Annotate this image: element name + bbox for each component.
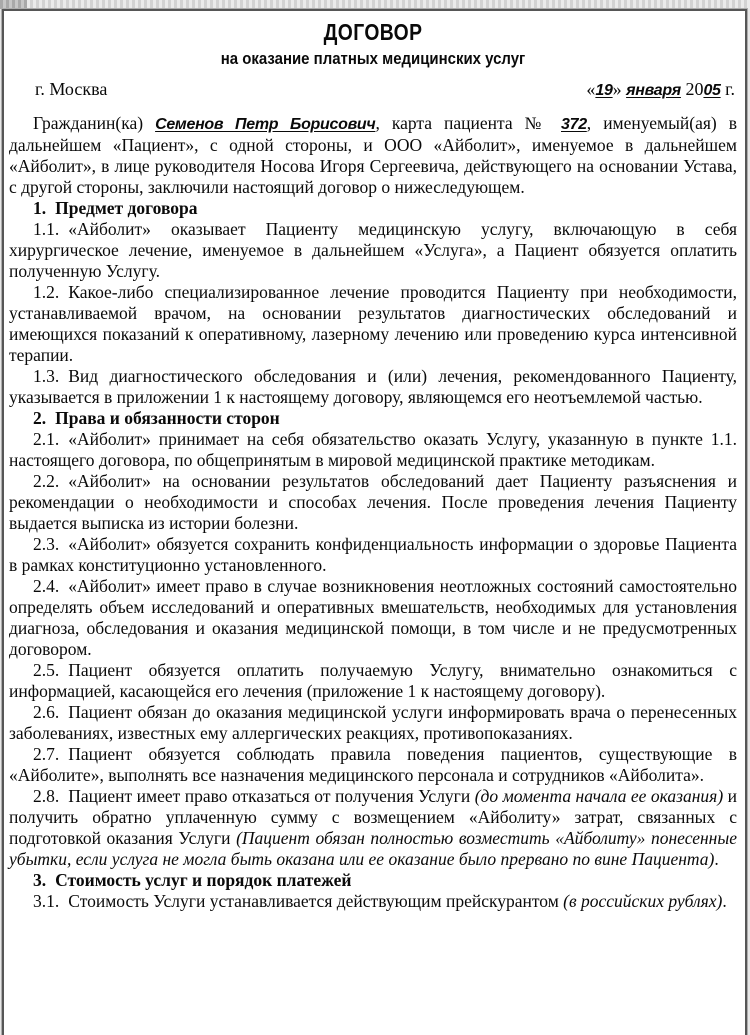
clause-2-1 [9,429,737,471]
contract-body [9,198,737,912]
clause-italic-note: (Пациент обязан полностью возместить «Айболиту» понесенные убытки, если услуга не могла быть оказана или ее оказание было прервано по вине Пациента) [9,828,737,869]
clause-2-6 [9,702,737,744]
clause-text: «Айболит» имеет право в случае возникновения неотложных состояний самостоятельно определять объем исследований и оперативных вмешательств, необходимых для установления диагноза, обследования и оказания медицинской помощи, в том числе и не предусмотренных договором. [9,576,737,659]
scan-artifact [0,0,27,9]
clause-number: 1.1. [33,219,60,239]
clause-2-4 [9,576,737,660]
clause-number: 2.5. [33,660,60,680]
clause-text: Пациент обязуется соблюдать правила поведения пациентов, существующие в «Айболите», выполнять все назначения медицинского персонала и сотрудников «Айболита». [9,744,737,785]
date-month-field: января [626,82,681,99]
clause-2-3 [9,534,737,576]
section-title: Стоимость услуг и порядок платежей [55,870,352,890]
place-city: г. Москва [35,79,108,99]
clause-text: Пациент обязан до оказания медицинской услуги информировать врача о перенесенных заболеваниях, известных ему аллергических реакциях, противопоказаниях. [9,702,737,743]
scan-edge-strip [0,0,750,9]
clause-text: «Айболит» обязуется сохранить конфиденциальность информации о здоровье Пациента в рамках конституционно установленного. [9,534,737,575]
clause-text: Какое-либо специализированное лечение проводится Пациенту при необходимости, устанавливаемой врачом, на основании результатов диагностических обследований и имеющихся показаний к оперативному, лазерному лечению или проведению курса интенсивной терапии. [9,282,737,365]
place-date-row [9,79,737,100]
clause-text: . [722,891,727,911]
clause-text: Пациент имеет право отказаться от получения Услуги [68,786,475,806]
clause-text: «Айболит» на основании результатов обследований дает Пациенту разъяснения и рекомендации о необходимости и способах лечения. После проведения лечения Пациенту выдается выписка из истории болезни. [9,471,737,533]
clause-text: и получить обратно уплаченную сумму с возмещением «Айболиту» затрат, связанных с подготовкой оказания Услуги [9,786,737,848]
clause-3-1 [9,891,737,912]
contract-subtitle: на оказание платных медицинских услуг [220,49,526,68]
clause-number: 2.2. [33,471,60,491]
clause-number: 1.3. [33,366,60,386]
contract-page [2,9,747,1035]
date-open-quote: « [586,79,596,99]
intro-rest: , именуемый(ая) в дальнейшем «Пациент», с одной стороны, и ООО «Айболит», именуемое в дальнейшем «Айболит», в лице руководителя Носова Игоря Сергеевича, действующего на основании Устава, с другой стороны, заключили настоящий договор о нижеследующем. [9,113,737,197]
clause-1-2 [9,282,737,366]
date-year-field: 05 [703,82,721,99]
clause-number: 2.7. [33,744,60,764]
clause-italic-note: (в российских рублях) [563,891,723,911]
intro-prefix: Гражданин(ка) [33,113,156,133]
patient-name-field: Семенов Петр Борисович [155,116,376,133]
section-title: Права и обязанности сторон [55,408,280,428]
section-heading-1 [9,198,737,219]
clause-2-8 [9,786,737,870]
section-heading-2 [9,408,737,429]
date-era-suffix: г. [725,79,735,99]
date-close-quote: » [612,79,622,99]
clause-text: . [714,849,719,869]
clause-text: Стоимость Услуги устанавливается действующим прейскурантом [68,891,564,911]
clause-number: 2.6. [33,702,60,722]
intro-mid: , карта пациента № [375,113,561,133]
clause-text: Вид диагностического обследования и (или) лечения, рекомендованного Пациенту, указывается в приложении 1 к настоящему договору, являющемся его неотъемлемой частью. [9,366,737,407]
clause-italic-note: (до момента начала ее оказания) [474,786,724,806]
card-number-field: 372 [561,116,587,133]
clause-number: 2.1. [33,429,60,449]
clause-2-5 [9,660,737,702]
clause-number: 2.4. [33,576,60,596]
contract-title: ДОГОВОР [323,19,423,45]
section-number: 1. [33,198,47,218]
clause-number: 2.8. [33,786,60,806]
clause-number: 2.3. [33,534,60,554]
clause-text: «Айболит» принимает на себя обязательство оказать Услугу, указанную в пункте 1.1. настоящего договора, по общепринятым в мировой медицинской практике методикам. [9,429,737,470]
section-number: 2. [33,408,47,428]
clause-number: 1.2. [33,282,60,302]
contract-date [586,79,735,100]
clause-1-3 [9,366,737,408]
clause-number: 3.1. [33,891,60,911]
clause-text: «Айболит» оказывает Пациенту медицинскую услугу, включающую в себя хирургическое лечение, именуемое в дальнейшем «Услуга», а Пациент обязуется оплатить полученную Услугу. [9,219,737,281]
section-number: 3. [33,870,47,890]
section-title: Предмет договора [55,198,198,218]
clause-2-2 [9,471,737,534]
date-year-prefix: 20 [685,79,704,99]
date-day-field: 19 [595,82,613,99]
intro-paragraph [9,113,737,198]
section-heading-3 [9,870,737,891]
clause-1-1 [9,219,737,282]
clause-2-7 [9,744,737,786]
clause-text: Пациент обязуется оплатить получаемую Услугу, внимательно ознакомиться с информацией, касающейся его лечения (приложение 1 к настоящему договору). [9,660,737,701]
